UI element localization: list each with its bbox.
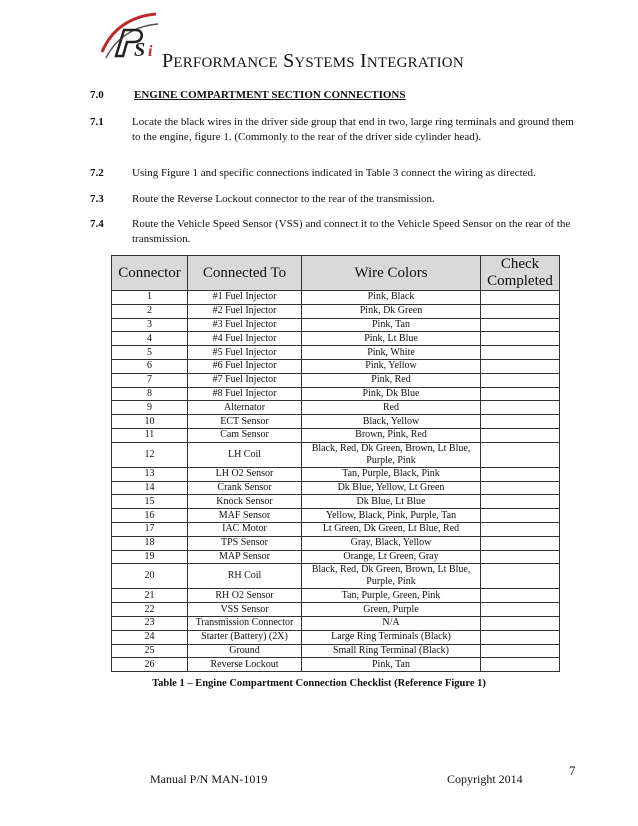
wire-colors-cell: Dk Blue, Lt Blue [302,495,481,509]
table-row [112,401,560,415]
wire-colors-cell: Pink, Dk Blue [302,387,481,401]
check-completed-cell[interactable] [481,318,560,332]
connected-to-cell: VSS Sensor [188,603,302,617]
connector-cell: 17 [112,522,188,536]
wire-colors-cell: Pink, Tan [302,318,481,332]
step-7-4 [90,217,590,247]
connector-cell: 2 [112,304,188,318]
check-completed-cell[interactable] [481,304,560,318]
connector-cell: 7 [112,373,188,387]
table-row [112,509,560,523]
step-text: Locate the black wires in the driver side group that end in two, large ring terminals and ground them to the engine, figure 1. (Commonly to the rear of the driver side cylinder head). [132,116,574,143]
check-completed-cell[interactable] [481,387,560,401]
step-7-3 [90,192,590,207]
check-completed-cell[interactable] [481,467,560,481]
connected-to-cell: Reverse Lockout [188,658,302,672]
wire-colors-cell: Red [302,401,481,415]
wire-colors-cell: Yellow, Black, Pink, Purple, Tan [302,509,481,523]
step-number: 7.1 [90,116,104,128]
section-number: 7.0 [90,89,104,101]
wire-colors-cell: Tan, Purple, Black, Pink [302,467,481,481]
connector-cell: 13 [112,467,188,481]
wire-colors-cell: Small Ring Terminal (Black) [302,644,481,658]
connected-to-cell: Crank Sensor [188,481,302,495]
header-check-completed: Check Completed [481,256,560,291]
connector-cell: 19 [112,550,188,564]
psi-logo-icon [98,8,162,68]
check-completed-cell[interactable] [481,644,560,658]
wire-colors-cell: Tan, Purple, Green, Pink [302,589,481,603]
table-row [112,550,560,564]
header-connector: Connector [112,256,188,291]
table-header-row [112,256,560,291]
check-completed-cell[interactable] [481,522,560,536]
step-number: 7.4 [90,218,104,230]
connector-cell: 12 [112,442,188,467]
check-completed-cell[interactable] [481,564,560,589]
check-completed-cell[interactable] [481,373,560,387]
wire-colors-cell: Dk Blue, Yellow, Lt Green [302,481,481,495]
table-row [112,467,560,481]
svg-text:i: i [148,43,153,60]
table-caption: Table 1 – Engine Compartment Connection Checklist (Reference Figure 1) [152,678,486,689]
connector-cell: 26 [112,658,188,672]
step-text: Route the Reverse Lockout connector to the rear of the transmission. [132,193,435,205]
table-row [112,644,560,658]
table-row [112,495,560,509]
table-row [112,616,560,630]
connected-to-cell: #3 Fuel Injector [188,318,302,332]
connected-to-cell: MAF Sensor [188,509,302,523]
connected-to-cell: IAC Motor [188,522,302,536]
logo [98,8,162,68]
connector-cell: 23 [112,616,188,630]
check-completed-cell[interactable] [481,495,560,509]
connected-to-cell: TPS Sensor [188,536,302,550]
check-completed-cell[interactable] [481,346,560,360]
connected-to-cell: Starter (Battery) (2X) [188,630,302,644]
connected-to-cell: Transmission Connector [188,616,302,630]
connector-cell: 9 [112,401,188,415]
wire-colors-cell: Large Ring Terminals (Black) [302,630,481,644]
check-completed-cell[interactable] [481,589,560,603]
connected-to-cell: RH Coil [188,564,302,589]
connector-cell: 14 [112,481,188,495]
step-7-1 [90,115,590,145]
table-row [112,359,560,373]
step-text: Using Figure 1 and specific connections indicated in Table 3 connect the wiring as directed. [132,167,536,179]
check-completed-cell[interactable] [481,509,560,523]
wire-colors-cell: Pink, Yellow [302,359,481,373]
connected-to-cell: Knock Sensor [188,495,302,509]
check-completed-cell[interactable] [481,359,560,373]
wire-colors-cell: Pink, White [302,346,481,360]
connected-to-cell: LH Coil [188,442,302,467]
wire-colors-cell: Gray, Black, Yellow [302,536,481,550]
check-completed-cell[interactable] [481,428,560,442]
connector-cell: 18 [112,536,188,550]
check-completed-cell[interactable] [481,603,560,617]
wire-colors-cell: Brown, Pink, Red [302,428,481,442]
check-completed-cell[interactable] [481,401,560,415]
connected-to-cell: RH O2 Sensor [188,589,302,603]
connected-to-cell: #7 Fuel Injector [188,373,302,387]
check-completed-cell[interactable] [481,616,560,630]
wire-colors-cell: Pink, Lt Blue [302,332,481,346]
connector-cell: 22 [112,603,188,617]
wire-colors-cell: Pink, Dk Green [302,304,481,318]
table-row [112,318,560,332]
table-row [112,564,560,589]
table-row [112,603,560,617]
wire-colors-cell: Black, Red, Dk Green, Brown, Lt Blue, Purple, Pink [302,564,481,589]
connector-cell: 24 [112,630,188,644]
connector-cell: 25 [112,644,188,658]
connected-to-cell: LH O2 Sensor [188,467,302,481]
table-row [112,630,560,644]
connected-to-cell: Ground [188,644,302,658]
connector-cell: 6 [112,359,188,373]
wire-colors-cell: Black, Red, Dk Green, Brown, Lt Blue, Purple, Pink [302,442,481,467]
wire-colors-cell: Green, Purple [302,603,481,617]
connected-to-cell: MAP Sensor [188,550,302,564]
wire-colors-cell: Black, Yellow [302,415,481,429]
step-number: 7.2 [90,167,104,179]
connector-cell: 21 [112,589,188,603]
header-wire-colors: Wire Colors [302,256,481,291]
connector-cell: 11 [112,428,188,442]
connector-cell: 8 [112,387,188,401]
step-7-2 [90,166,590,181]
section-title: ENGINE COMPARTMENT SECTION CONNECTIONS [134,89,406,101]
connected-to-cell: #6 Fuel Injector [188,359,302,373]
connected-to-cell: Alternator [188,401,302,415]
table-row [112,658,560,672]
connected-to-cell: ECT Sensor [188,415,302,429]
check-completed-cell[interactable] [481,481,560,495]
check-completed-cell[interactable] [481,550,560,564]
check-completed-cell[interactable] [481,291,560,305]
connector-cell: 3 [112,318,188,332]
connected-to-cell: Cam Sensor [188,428,302,442]
wire-colors-cell: Pink, Tan [302,658,481,672]
connector-cell: 10 [112,415,188,429]
wire-colors-cell: Pink, Red [302,373,481,387]
wire-colors-cell: Lt Green, Dk Green, Lt Blue, Red [302,522,481,536]
check-completed-cell[interactable] [481,332,560,346]
manual-part-number: Manual P/N MAN-1019 [150,772,268,786]
connected-to-cell: #1 Fuel Injector [188,291,302,305]
step-text: Route the Vehicle Speed Sensor (VSS) and connect it to the Vehicle Speed Sensor on the rear of the transmission. [132,218,571,245]
table-row [112,291,560,305]
check-completed-cell[interactable] [481,630,560,644]
page-number: 7 [569,763,576,778]
wire-colors-cell: Pink, Black [302,291,481,305]
copyright: Copyright 2014 [447,772,523,786]
check-completed-cell[interactable] [481,415,560,429]
connected-to-cell: #2 Fuel Injector [188,304,302,318]
connected-to-cell: #8 Fuel Injector [188,387,302,401]
table-row [112,481,560,495]
table-row [112,415,560,429]
connector-cell: 4 [112,332,188,346]
table-row [112,346,560,360]
table-row [112,332,560,346]
connector-cell: 1 [112,291,188,305]
step-number: 7.3 [90,193,104,205]
company-name: PERFORMANCE SYSTEMS INTEGRATION [162,50,464,72]
connected-to-cell: #5 Fuel Injector [188,346,302,360]
table-row [112,428,560,442]
connection-checklist-table [111,255,560,672]
connector-cell: 20 [112,564,188,589]
header-connected-to: Connected To [188,256,302,291]
wire-colors-cell: N/A [302,616,481,630]
table-row [112,387,560,401]
connector-cell: 5 [112,346,188,360]
connector-cell: 16 [112,509,188,523]
table-row [112,442,560,467]
table-row [112,304,560,318]
table-row [112,522,560,536]
connected-to-cell: #4 Fuel Injector [188,332,302,346]
table-row [112,373,560,387]
table-row [112,589,560,603]
table-row [112,536,560,550]
connector-cell: 15 [112,495,188,509]
wire-colors-cell: Orange, Lt Green, Gray [302,550,481,564]
check-completed-cell[interactable] [481,536,560,550]
check-completed-cell[interactable] [481,442,560,467]
svg-text:S: S [134,39,146,61]
check-completed-cell[interactable] [481,658,560,672]
